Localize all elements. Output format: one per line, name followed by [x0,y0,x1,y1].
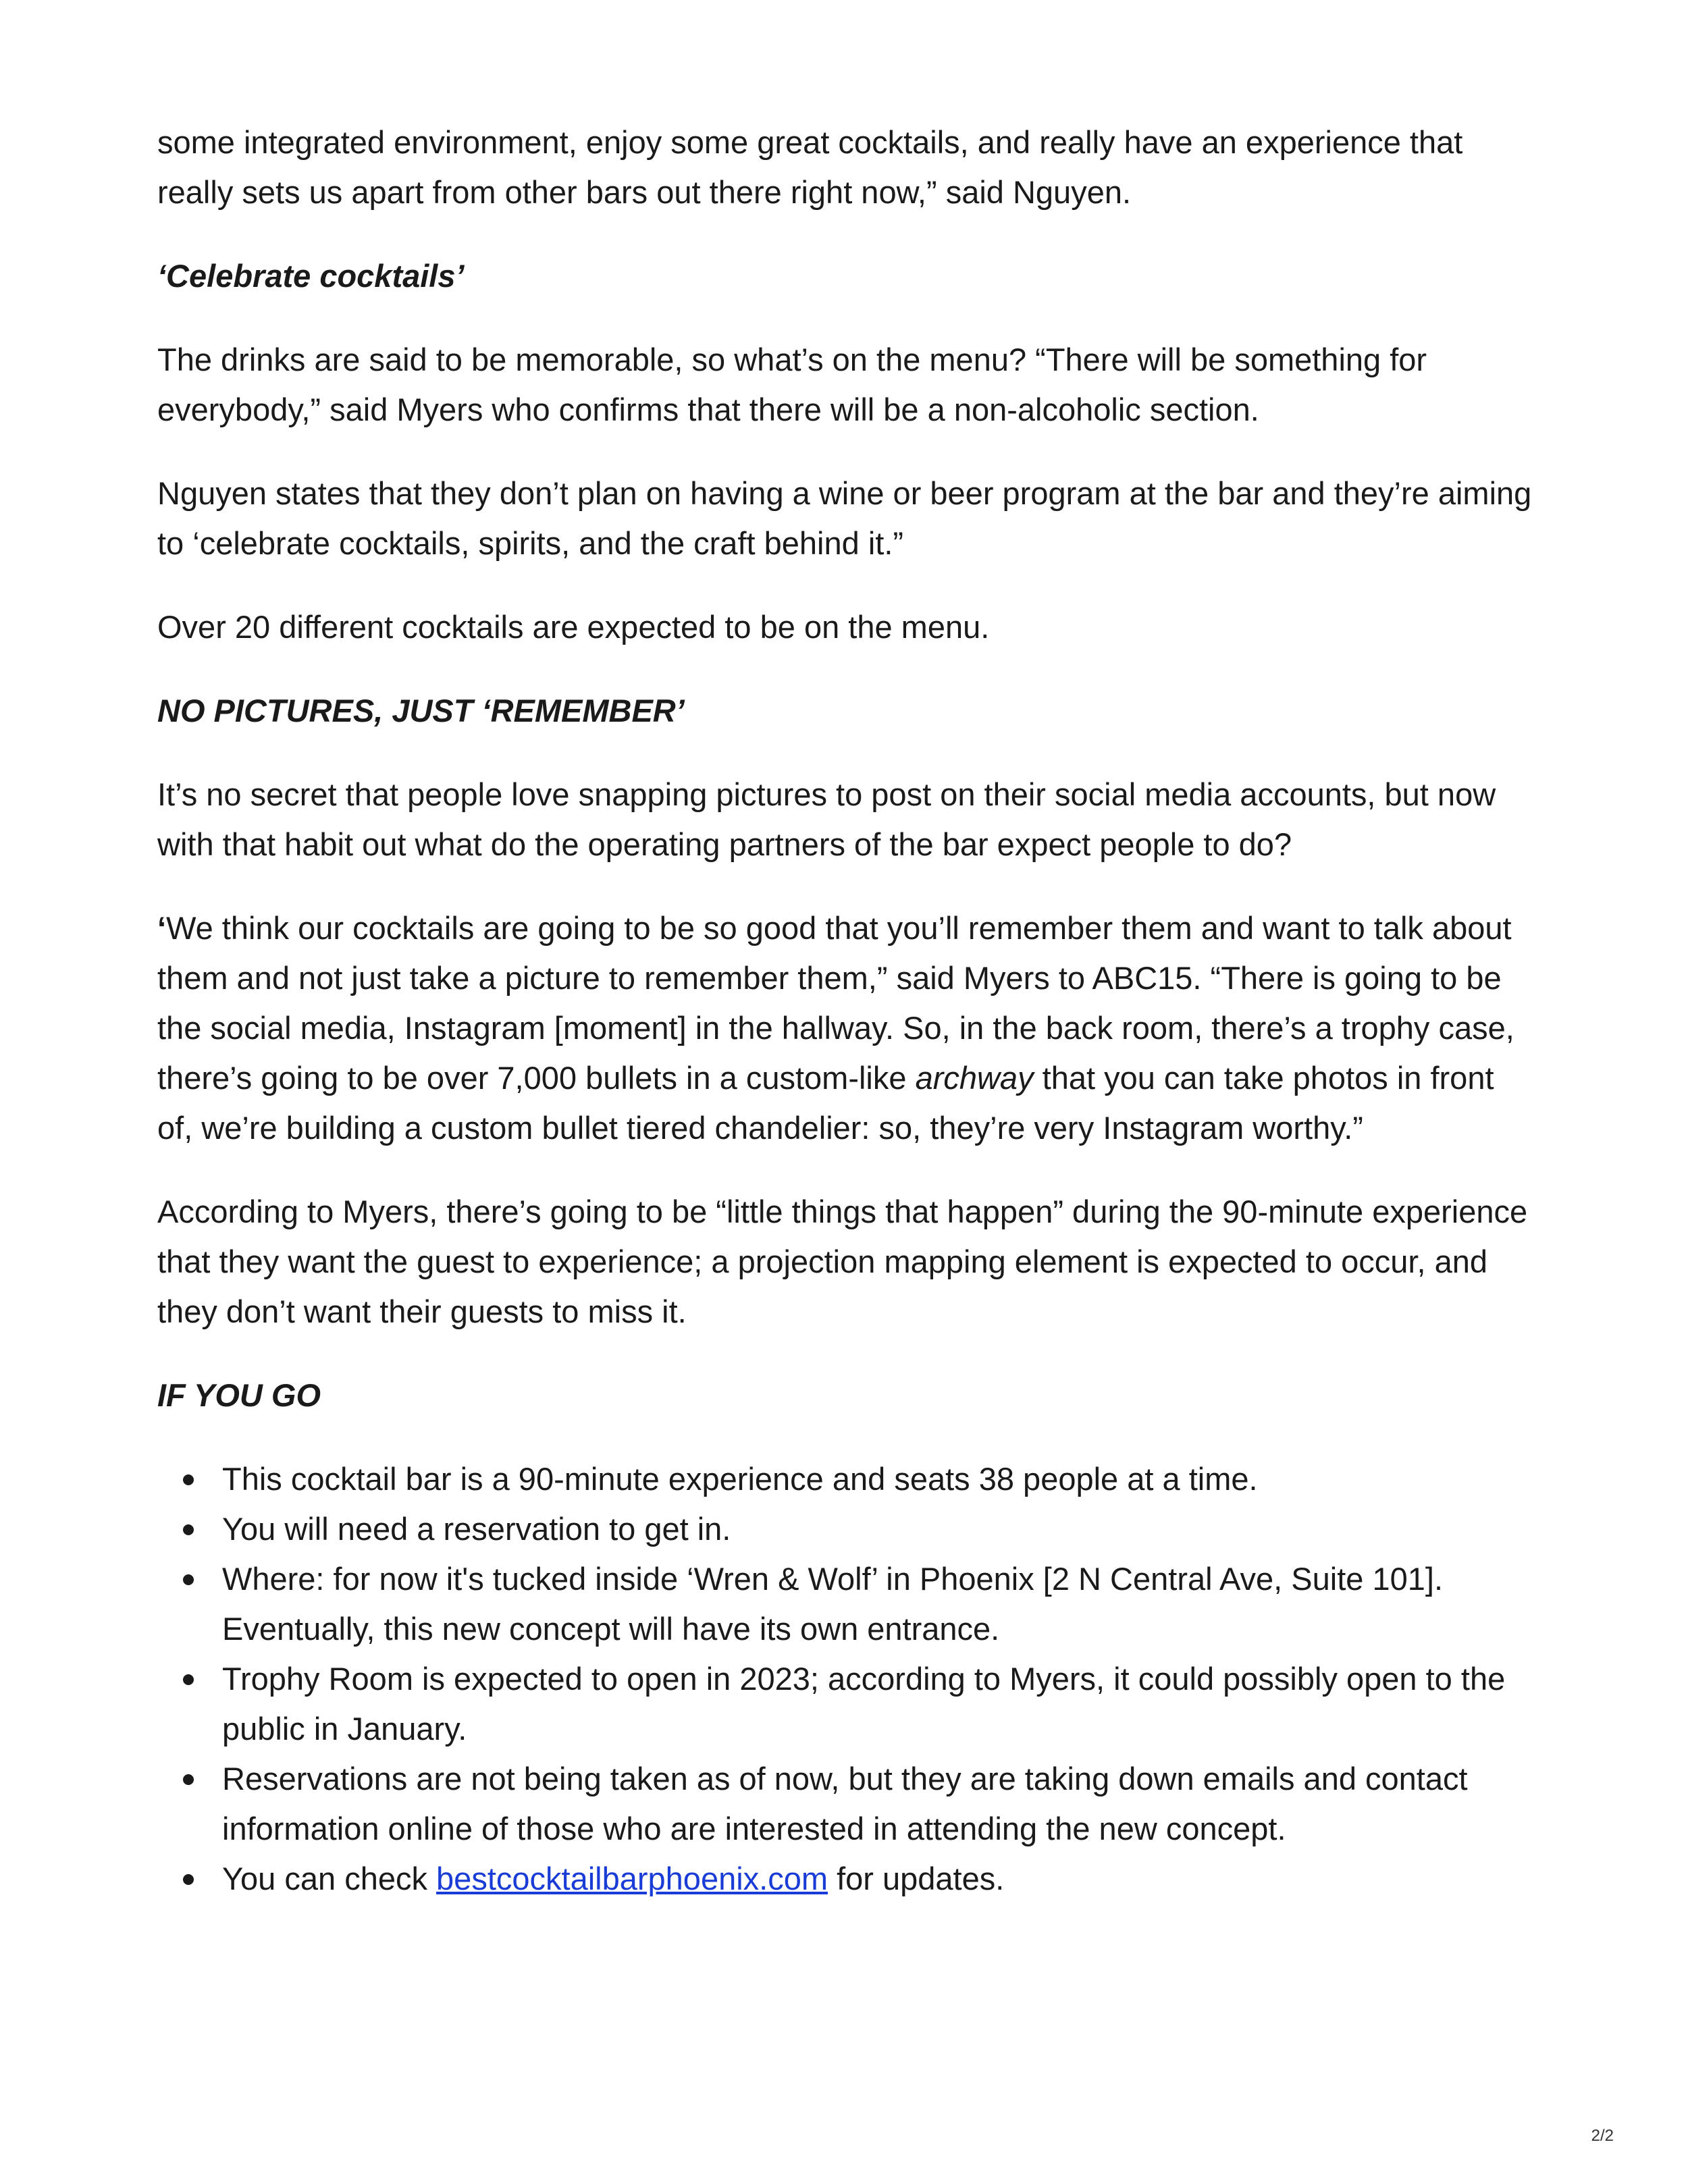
quote-emphasis: archway [915,1060,1034,1096]
list-item-text-suffix: for updates. [828,1861,1005,1896]
list-item-text: This cocktail bar is a 90-minute experience and seats 38 people at a time. [222,1461,1258,1497]
website-link[interactable]: bestcocktailbarphoenix.com [436,1861,828,1896]
bullet-icon [183,1874,194,1885]
heading-if-you-go: IF YOU GO [157,1377,321,1413]
list-item-text-prefix: You can check [222,1861,437,1896]
quote-text-end: that you can take photos in front of, we’re building a custom bullet tiered chandelier: so, they’re very Instagram worthy.” [157,1060,1494,1146]
list-item-text: Where: for now it's tucked inside ‘Wren & Wolf’ in Phoenix [2 N Central Ave, Suite 101]. Eventually, this new concept will have its own entrance. [222,1561,1444,1647]
open-quote-mark: ‘ [157,910,167,946]
paragraph-social-media: It’s no secret that people love snapping pictures to post on their social media accounts, but now with that habit out what do the operating partners of the bar expect people to do? [157,776,1496,862]
page-number: 2/2 [1591,2127,1614,2145]
list-item [222,1854,1535,1904]
quote-text-start: We think our cocktails are going to be so good that you’ll remember them and want to talk about them and not just take a picture to remember them,” said Myers to ABC15. “There is going to be the social media, Instagram [moment] in the hallway. So, in the back room, there’s a trophy case, there’s going to be over 7,000 bullets in a custom-like [157,910,1514,1096]
list-item [222,1654,1535,1754]
heading-no-pictures: NO PICTURES, JUST ‘REMEMBER’ [157,693,685,728]
heading-celebrate-cocktails: ‘Celebrate cocktails’ [157,258,465,294]
bullet-icon [183,1574,194,1585]
list-item [222,1504,1535,1554]
bullet-icon [183,1674,194,1685]
bullet-icon [183,1474,194,1485]
paragraph-menu: The drinks are said to be memorable, so what’s on the menu? “There will be something for everybody,” said Myers who confirms that there will be a non-alcoholic section. [157,342,1427,427]
article-body [157,117,1535,1904]
if-you-go-list [157,1454,1535,1904]
paragraph-quote [157,903,1535,1153]
bullet-icon [183,1524,194,1535]
list-item-text: Trophy Room is expected to open in 2023; according to Myers, it could possibly open to the public in January. [222,1661,1506,1747]
list-item-text: Reservations are not being taken as of now, but they are taking down emails and contact information online of those who are interested in attending the new concept. [222,1761,1468,1846]
paragraph-experience: According to Myers, there’s going to be “little things that happen” during the 90-minute experience that they want the guest to experience; a projection mapping element is expected to occur, and they don’t want their guests to miss it. [157,1194,1528,1329]
list-item-text: You will need a reservation to get in. [222,1511,731,1547]
list-item [222,1554,1535,1654]
paragraph-cocktail-count: Over 20 different cocktails are expected to be on the menu. [157,609,990,645]
bullet-icon [183,1774,194,1785]
paragraph-program: Nguyen states that they don’t plan on having a wine or beer program at the bar and they’re aiming to ‘celebrate cocktails, spirits, and the craft behind it.” [157,475,1532,561]
paragraph-intro: some integrated environment, enjoy some great cocktails, and really have an experience that really sets us apart from other bars out there right now,” said Nguyen. [157,124,1463,210]
list-item [222,1454,1535,1504]
list-item [222,1754,1535,1854]
